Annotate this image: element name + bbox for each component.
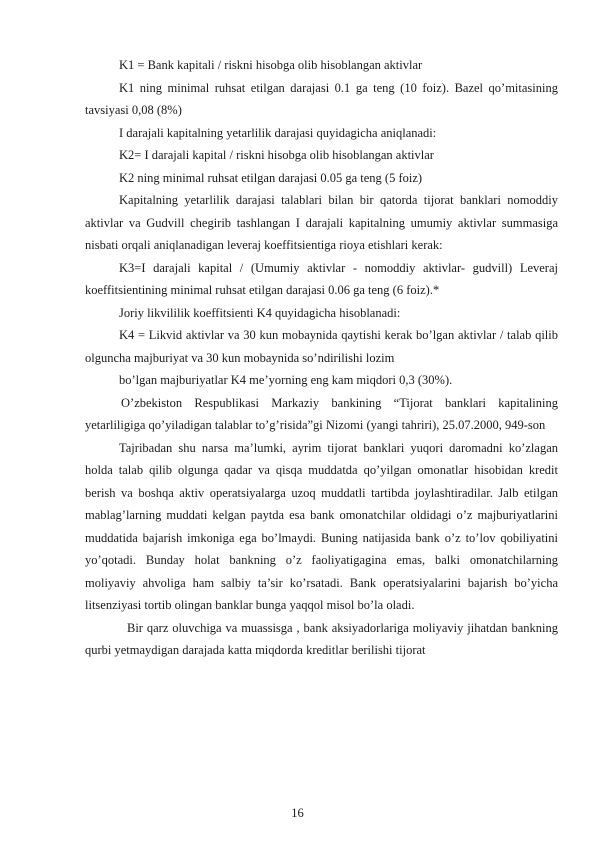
document-body	[85, 54, 558, 662]
leverage-requirement-paragraph: Kapitalning yetarlilik darajasi talablari bilan bir qatorda tijorat banklari nomoddiy aktivlar va Gudvill chegirib tashlangan I darajali kapitalning umumiy aktivlar summasiga nisbati orqali aniqlanadigan leveraj koeffitsientiga rioya etishlari kerak:	[85, 193, 558, 252]
formula-k3: K3=I darajali kapital / (Umumiy aktivlar - nomoddiy aktivlar- gudvill) Leveraj koeffitsientining minimal ruhsat etilgan darajasi 0.06 ga teng (6 foiz).*	[85, 260, 558, 297]
k2-minimum-paragraph: K2 ning minimal ruhsat etilgan darajasi 0.05 ga teng (5 foiz)	[119, 170, 423, 185]
k1-minimum-paragraph: K1 ning minimal ruhsat etilgan darajasi 0.1 ga teng (10 foiz). Bazel qo’mitasining tavsiyasi 0,08 (8%)	[85, 80, 558, 117]
k4-minimum-paragraph: bo’lgan majburiyatlar K4 me’yorning eng kam miqdori 0,3 (30%).	[119, 373, 453, 387]
concentration-paragraph: Bir qarz oluvchiga va muassisga , bank aksiyadorlariga moliyaviy jihatdan bankning qurbi yetmaydigan darajada katta miqdorda kreditlar berilishi tijorat	[85, 620, 558, 657]
footnote-regulation: O’zbekiston Respublikasi Markaziy bankining “Tijorat banklari kapitalining yetarliligiga qo’yiladigan talablar to’g’risida”gi Nizomi (yangi tahriri), 25.07.2000, 949-son	[85, 395, 558, 432]
formula-k4: K4 = Likvid aktivlar va 30 kun mobaynida qaytishi kerak bo’lgan aktivlar / talab qilib olguncha majburiyat va 30 kun mobaynida so’ndirilishi lozim	[85, 328, 558, 365]
liquidity-intro-paragraph: Joriy likvililik koeffitsienti K4 quyidagicha hisoblanadi:	[119, 305, 401, 320]
experience-paragraph: Tajribadan shu narsa ma’lumki, ayrim tijorat banklari yuqori daromadni ko’zlagan holda talab qilib olgunga qadar va qisqa muddatda qo’yilgan omonatlar hisobidan kredit berish va boshqa aktiv operatsiyalarga uzoq muddatli tartibda joylashtiradilar. Jalb etilgan mablag’larning muddati kelgan paytda esa bank omonatchilar oldidagi o’z majburiyatlarini muddatida bajarish imkoniga ega bo’lmaydi. Buning natijasida bank o’z to’lov qobiliyatini yo’qotadi. Bunday holat bankning o’z faoliyatigagina emas, balki omonatchilarning moliyaviy ahvoliga ham salbiy ta’sir ko’rsatadi. Bank operatsiyalarini bajarish bo’yicha litsenziyasi tortib olingan banklar bunga yaqqol misol bo’la oladi.	[85, 440, 558, 612]
page-number: 16	[291, 806, 304, 820]
tier1-intro-paragraph: I darajali kapitalning yetarlilik darajasi quyidagicha aniqlanadi:	[119, 125, 437, 140]
formula-k2: K2= I darajali kapital / riskni hisobga olib hisoblangan aktivlar	[119, 148, 434, 162]
formula-k1: K1 = Bank kapitali / riskni hisobga olib hisoblangan aktivlar	[119, 58, 423, 72]
